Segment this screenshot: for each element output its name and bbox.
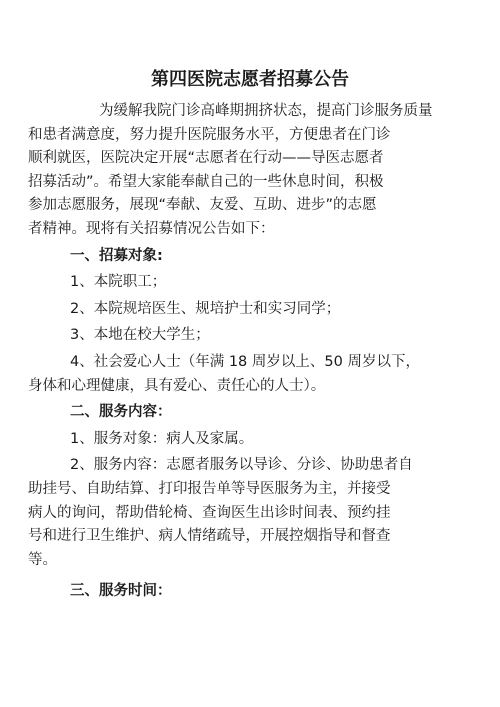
- intro-line: 招募活动”。希望大家能奉献自己的一些休息时间，积极: [28, 173, 384, 190]
- list-item-continuation: 等。: [28, 551, 57, 568]
- list-item: 1、服务对象：病人及家属。: [70, 430, 254, 447]
- intro-line: 顺利就医，医院决定开展“志愿者在行动——导医志愿者: [28, 150, 384, 167]
- list-item-continuation: 助挂号、自助结算、打印报告单等导医服务为主，并接受: [28, 480, 391, 497]
- intro-line: 和患者满意度，努力提升医院服务水平，方便患者在门诊: [28, 126, 391, 143]
- intro-line: 者精神。现将有关招募情况公告如下：: [28, 220, 275, 237]
- list-item: 1、本院职工；: [70, 274, 167, 291]
- list-item: 2、服务内容：志愿者服务以导诊、分诊、协助患者自: [70, 457, 413, 474]
- list-item: 2、本院规培医生、规培护士和实习同学；: [70, 300, 341, 317]
- intro-paragraph: [28, 100, 444, 242]
- section-heading: 二、服务内容：: [70, 404, 172, 421]
- section-heading: 一、招募对象:: [70, 247, 163, 264]
- list-item-continuation: 身体和心理健康，具有爱心、责任心的人士）。: [28, 377, 326, 394]
- intro-line: 为缓解我院门诊高峰期拥挤状态，提高门诊服务质量: [99, 103, 433, 119]
- section-heading: 三、服务时间：: [70, 583, 172, 600]
- section-recruitment-targets: [28, 245, 444, 399]
- document-body: [28, 100, 444, 604]
- list-item: 4、社会爱心人士（年满 18 周岁以上、50 周岁以下，: [70, 353, 420, 370]
- list-item: 3、本地在校大学生；: [70, 327, 210, 344]
- document-title: 第四医院志愿者招募公告: [151, 69, 349, 90]
- section-service-time: [70, 580, 444, 604]
- list-item-continuation: 病人的询问，帮助借轮椅、查询医生出诊时间表、预约挂: [28, 504, 391, 521]
- list-item-continuation: 号和进行卫生维护、病人情绪疏导，开展控烟指导和督查: [28, 528, 391, 545]
- intro-line: 参加志愿服务，展现“奉献、友爱、互助、进步”的志愿: [28, 197, 377, 214]
- section-service-content: [28, 401, 444, 572]
